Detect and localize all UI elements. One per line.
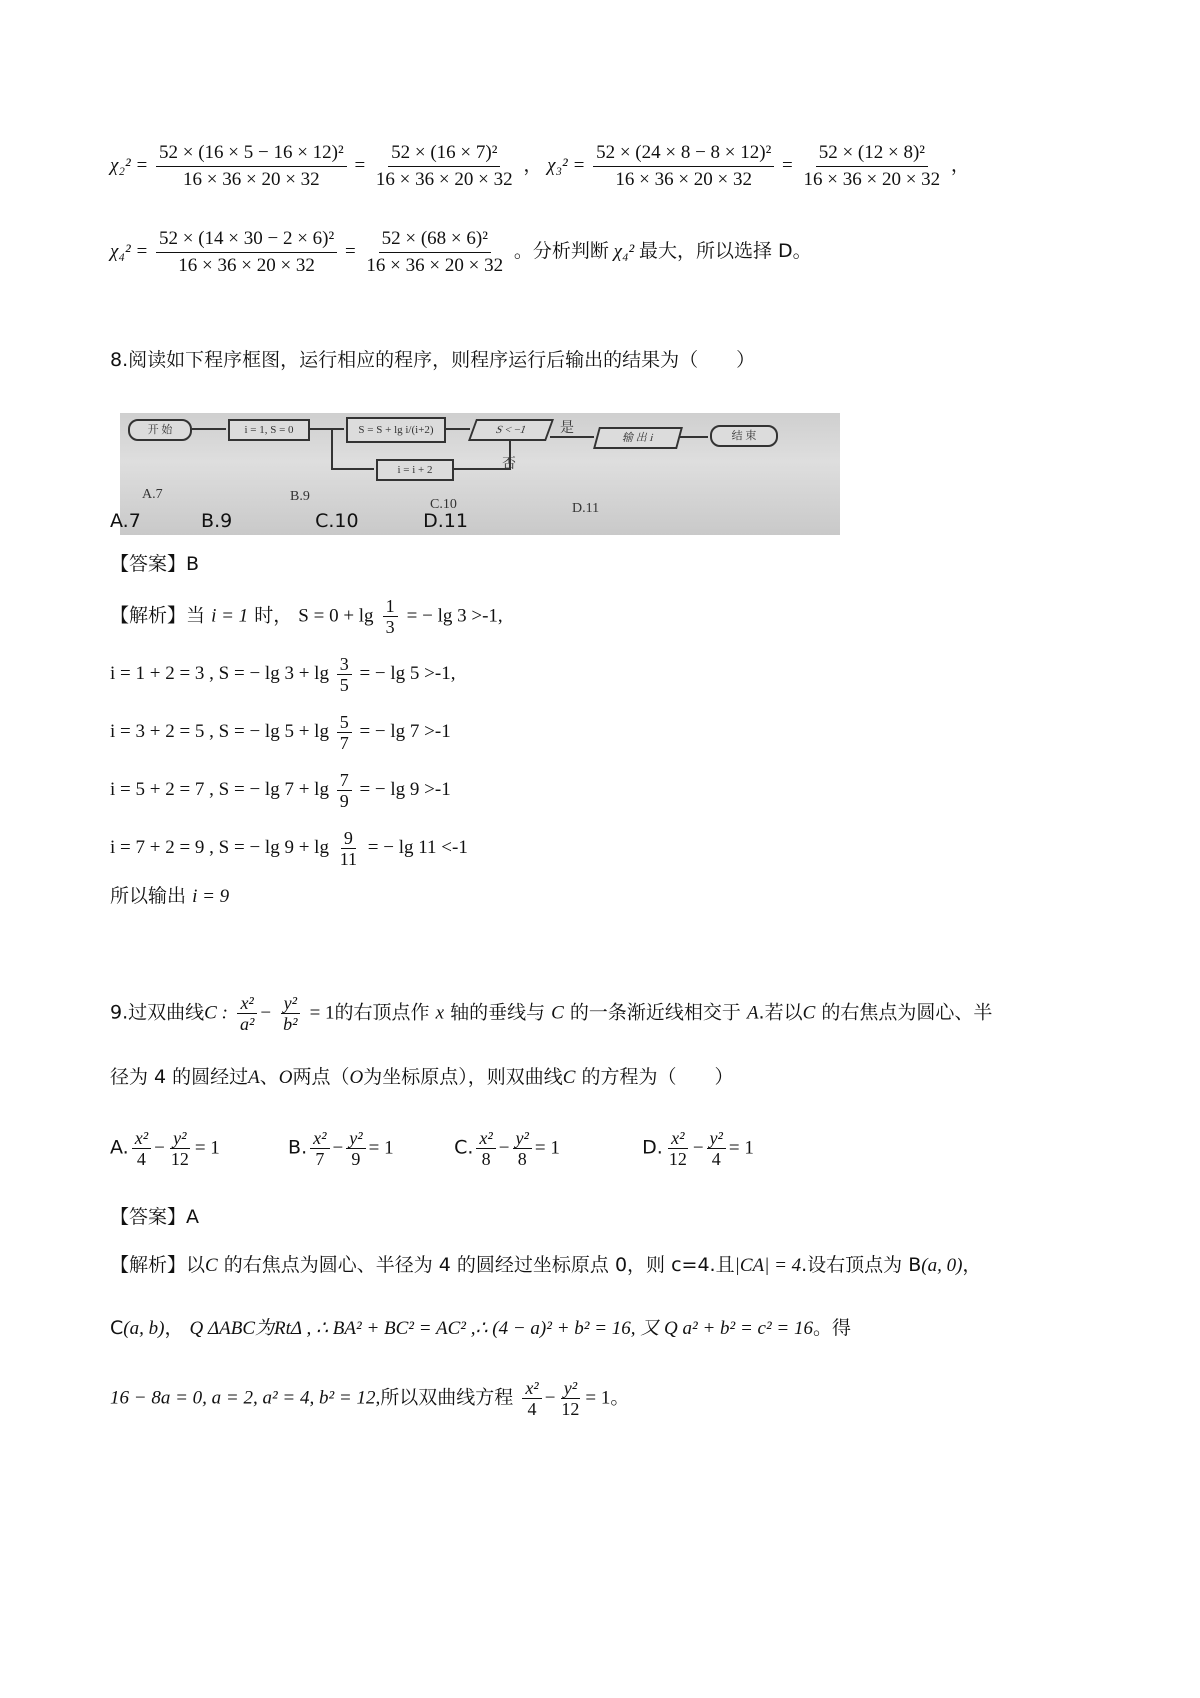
q8-title: 8.阅读如下程序框图，运行相应的程序，则程序运行后输出的结果为（ ） <box>110 349 756 371</box>
fc-opt-c: C.10 <box>430 497 457 512</box>
chi3-frac-2: $\frac{\text{52 × (12 × 8)²}}{16 \times 36 \times 20 \times 32}$ <box>803 142 941 190</box>
q9-solution-line-2: C(a, b)， Q ΔABC为RtΔ , ∴ BA² + BC² = AC² ,∴ (4 − a)² + b² = 16, 又 Q a² + b² = c² = 16。得 <box>110 1317 852 1339</box>
fc-opt-d: D.11 <box>572 501 600 516</box>
fc-update: S = S + lg i/(i+2) <box>346 417 446 443</box>
fc-condition: S < −1 <box>468 419 554 441</box>
q8-answer: 【答案】B <box>110 553 200 575</box>
q9-solution-line-3: 16 − 8a = 0, a = 2, a² = 4, b² = 12,所以双曲线方程 $\frac{\text{x²}}{4}$ − $\frac{\text{y²}}{12}$ = 1。 <box>110 1378 630 1419</box>
q8-solution-line-2: i = 3 + 2 = 5 , S = − lg 5 + lg $\frac{5}{7}$ = − lg 7 >-1 <box>110 712 451 753</box>
fc-end: 结 束 <box>710 425 778 447</box>
q9-title-line-1: 9.过双曲线C : $\frac{\text{x²}}{\text{a²}}$ − $\frac{\text{y²}}{\text{b²}}$ = 1的右顶点作 x 轴的垂线与 C 的一条渐近线相交于 A.若以C 的右焦点为圆心、半 <box>110 993 993 1034</box>
fc-no: 否 <box>502 457 516 472</box>
chi4-line: χ₄² = $\frac{\text{52 × (14 × 30 − 2 × 6)²}}{16 \times 36 \times 20 \times 32}$ = $\frac{\text{52 × (68 × 6)²}}{16 \times 36 \times 20 \times 32}$ 。分析判断 χ₄² 最大，所以选择 D。 <box>110 226 812 279</box>
q9-option-c: C. $\frac{\text{x²}}{8}$ − $\frac{\text{y²}}{8}$ = 1 <box>454 1128 560 1169</box>
q8-option-a: A.7 <box>110 510 141 532</box>
chi2-chi3-line: χ₂² = $\frac{\text{52 × (16 × 5 − 16 × 12)²}}{16 \times 36 \times 20 \times 32}$ = $\frac{\text{52 × (16 × 7)²}}{16 \times 36 \times 20 \times 32}$ ， χ₃² = $\frac{\text{52 × (24 × 8 − 8 × 12)²}}{16 \times 36 \times 20 \times 32}$ = $\frac{\text{52 × (12 × 8)²}}{16 \times 36 \times 20 \times 32}$ ， <box>110 140 970 193</box>
q8-solution-line-1: i = 1 + 2 = 3 , S = − lg 3 + lg $\frac{3}{5}$ = − lg 5 >-1, <box>110 654 456 695</box>
q9-title-line-2: 径为 4 的圆经过A、O两点（O为坐标原点），则双曲线C 的方程为（ ） <box>110 1066 734 1088</box>
q9-option-a: A. $\frac{\text{x²}}{4}$ − $\frac{\text{y²}}{12}$ = 1 <box>110 1128 220 1169</box>
q8-solution-line-4: i = 7 + 2 = 9 , S = − lg 9 + lg $\frac{9}{11}$ = − lg 11 <-1 <box>110 828 468 869</box>
fc-output: 输 出 i <box>593 427 683 449</box>
fc-opt-a: A.7 <box>142 487 163 502</box>
q9-answer: 【答案】A <box>110 1206 199 1228</box>
fc-increment: i = i + 2 <box>376 459 454 481</box>
chi2-frac-1: $\frac{\text{52 × (16 × 5 − 16 × 12)²}}{16 \times 36 \times 20 \times 32}$ <box>156 140 347 193</box>
fc-start: 开 始 <box>128 419 192 441</box>
q9-option-d: D. $\frac{\text{x²}}{12}$ − $\frac{\text{y²}}{4}$ = 1 <box>642 1128 754 1169</box>
q8-solution-line-3: i = 5 + 2 = 7 , S = − lg 7 + lg $\frac{7}{9}$ = − lg 9 >-1 <box>110 770 451 811</box>
q8-conclusion: 所以输出 i = 9 <box>110 885 230 907</box>
q8-solution-line-0: 【解析】当 i = 1 时， S = 0 + lg $\frac{1}{3}$ = − lg 3 >-1, <box>110 596 503 637</box>
q8-option-c: C.10 <box>315 510 359 532</box>
chi3-lhs: χ₃² = <box>547 154 586 176</box>
fc-init: i = 1, S = 0 <box>228 419 310 441</box>
chi2-lhs: χ₂² = <box>110 154 149 176</box>
chi2-frac-2: $\frac{\text{52 × (16 × 7)²}}{16 \times 36 \times 20 \times 32}$ <box>375 142 513 190</box>
q8-option-d: D.11 <box>423 510 468 532</box>
fc-opt-b: B.9 <box>290 489 310 504</box>
q9-options <box>110 1128 754 1169</box>
chi3-frac-1: $\frac{\text{52 × (24 × 8 − 8 × 12)²}}{16 \times 36 \times 20 \times 32}$ <box>593 140 774 193</box>
q9-option-b: B. $\frac{\text{x²}}{7}$ − $\frac{\text{y²}}{9}$ = 1 <box>288 1128 394 1169</box>
q9-solution-line-1: 【解析】以C 的右焦点为圆心、半径为 4 的圆经过坐标原点 0，则 c=4.且|CA| = 4.设右顶点为 B(a, 0)， <box>110 1254 982 1276</box>
q8-options <box>110 509 468 533</box>
fc-yes: 是 <box>560 421 574 436</box>
chi4-frac-1: $\frac{\text{52 × (14 × 30 − 2 × 6)²}}{16 \times 36 \times 20 \times 32}$ <box>156 226 337 279</box>
chi4-frac-2: $\frac{\text{52 × (68 × 6)²}}{16 \times 36 \times 20 \times 32}$ <box>366 228 504 276</box>
q8-option-b: B.9 <box>201 510 233 532</box>
